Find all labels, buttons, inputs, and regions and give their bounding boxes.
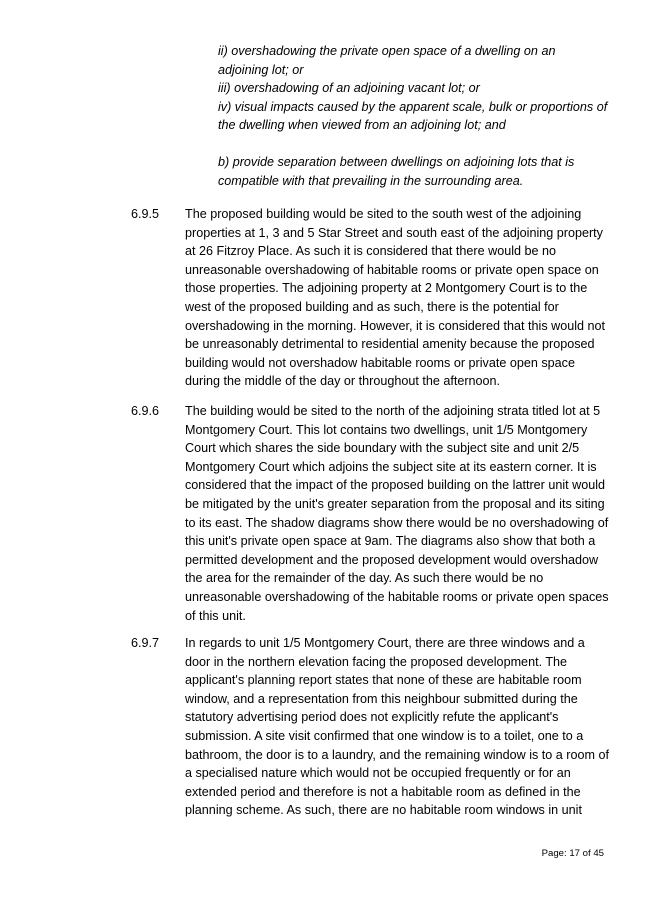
provision-ii: ii) overshadowing the private open space of a dwelling on an adjoining lot; or bbox=[218, 44, 556, 77]
paragraph-number: 6.9.5 bbox=[131, 207, 160, 221]
paragraph-6-9-5 bbox=[131, 205, 611, 391]
paragraph-text: In regards to unit 1/5 Montgomery Court, there are three windows and a door in the northern elevation facing the proposed development. The applicant's planning report states that none of these are habitable room window, and a representation from this neighbour submitted during the statutory advertising period does not explicitly refute the applicant's submission. A site visit confirmed that one window is to a toilet, one to a bathroom, the door is to a laundry, and the remaining window is to a room of a specialised nature which would not be occupied frequently or for an extended period and therefore is not a habitable room as defined in the planning scheme. As such, there are no habitable room windows in unit bbox=[185, 636, 609, 818]
page-number: Page: 17 of 45 bbox=[541, 848, 604, 859]
paragraph-number: 6.9.6 bbox=[131, 404, 160, 418]
provision-iv: iv) visual impacts caused by the apparent scale, bulk or proportions of the dwelling when viewed from an adjoining lot; and bbox=[218, 99, 608, 133]
paragraph-number: 6.9.7 bbox=[131, 636, 160, 650]
spacer bbox=[218, 135, 608, 153]
paragraph-6-9-6 bbox=[131, 402, 611, 625]
provision-b: b) provide separation between dwellings on adjoining lots that is compatible with that prevailing in the surrounding area. bbox=[218, 154, 575, 188]
paragraph-6-9-7 bbox=[131, 634, 611, 820]
provision-iii: iii) overshadowing of an adjoining vacant lot; or bbox=[218, 81, 480, 96]
paragraph-text: The building would be sited to the north of the adjoining strata titled lot at 5 Montgomery Court. This lot contains two dwellings, unit 1/5 Montgomery Court which shares the side boundary with the subject site and unit 2/5 Montgomery Court which adjoins the subject site at its eastern corner. It is considered that the impact of the proposed building on the lattrer unit would be mitigated by the unit's greater separation from the proposal and its siting to its east. The shadow diagrams show there would be no overshadowing of this unit's private open space at 9am. The diagrams also show that both a permitted development and the proposed development would overshadow the area for the remainder of the day. As such there would be no unreasonable overshadowing of the habitable rooms or private open spaces of this unit. bbox=[185, 404, 609, 623]
quoted-provisions bbox=[218, 42, 608, 190]
paragraph-text: The proposed building would be sited to the south west of the adjoining properties at 1, 3 and 5 Star Street and south east of the adjoining property at 26 Fitzroy Place. As such it is considered that there would be no unreasonable overshadowing of habitable rooms or private open space on those properties. The adjoining property at 2 Montgomery Court is to the west of the proposed building and as such, there is the potential for overshadowing in the morning. However, it is considered that this would not be unreasonably detrimental to residential amenity because the proposed building would not overshadow habitable rooms or private open space during the middle of the day or throughout the afternoon. bbox=[185, 207, 606, 389]
